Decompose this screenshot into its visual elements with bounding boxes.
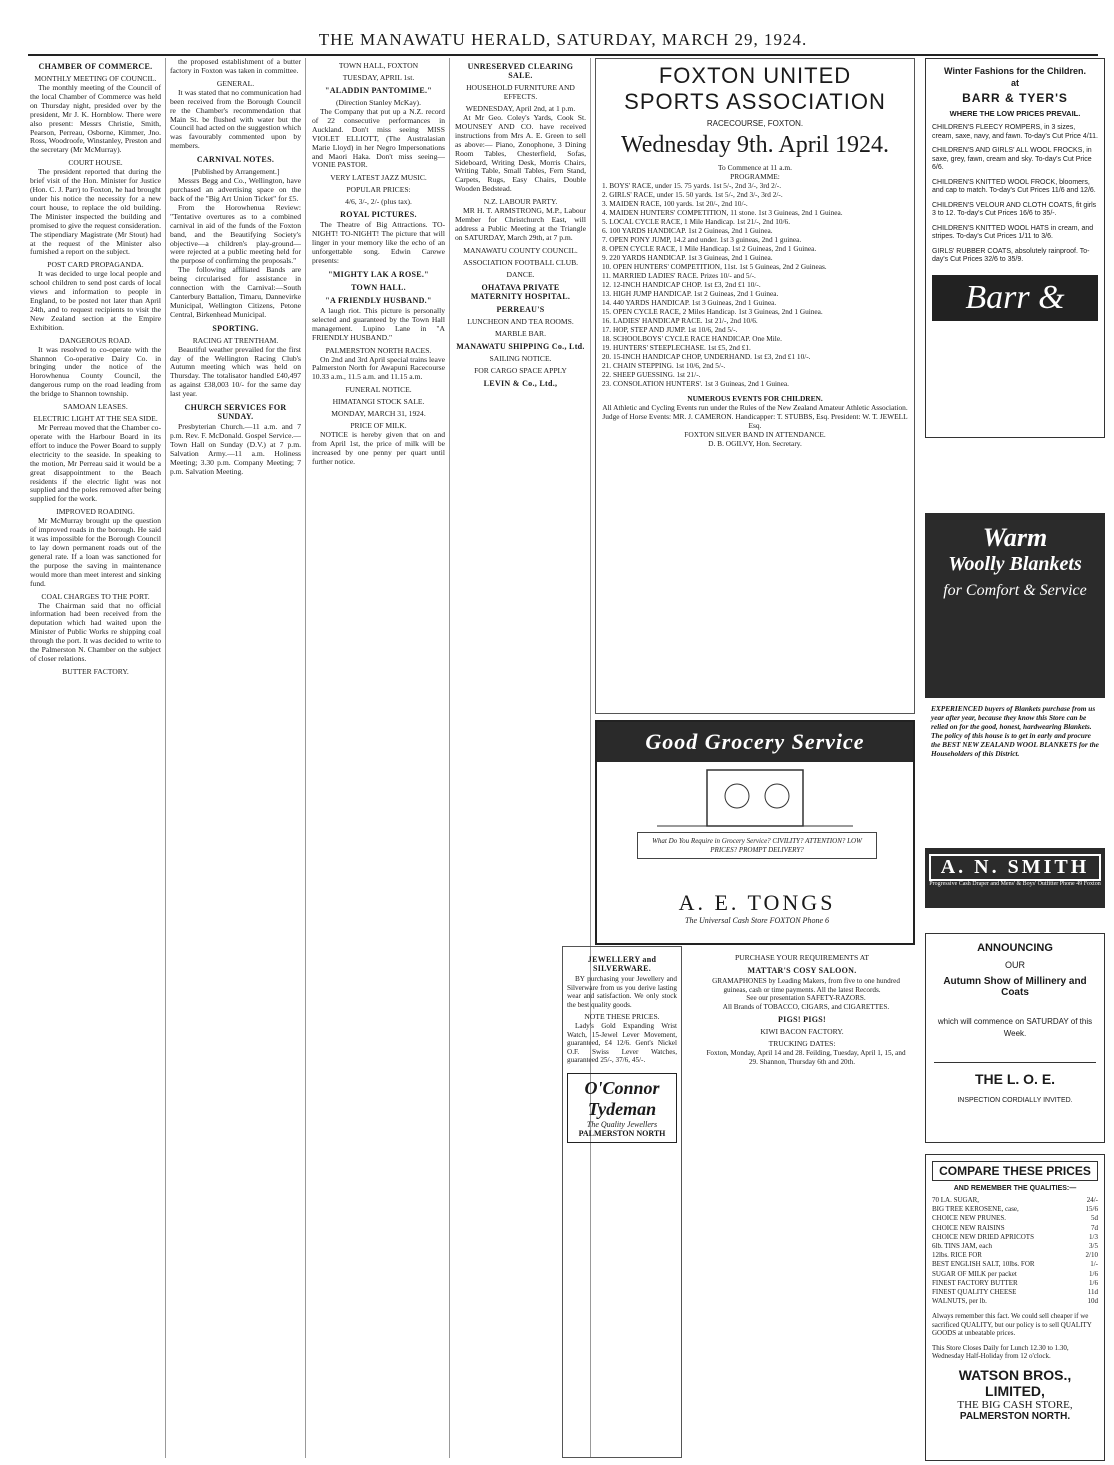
compare-hours: This Store Closes Daily for Lunch 12.30 to 1.30, Wednesday Half-Holiday from 12 o'clock. xyxy=(932,1343,1069,1361)
heading: OHATAVA PRIVATE MATERNITY HOSPITAL. xyxy=(470,282,571,301)
subheading: TUESDAY, APRIL 1st. xyxy=(342,73,415,82)
paragraph: Foxton, Monday, April 14 and 28. Feilding, Tuesday, April 1, 15, and 29. Shannon, Thursday 6th and 20th. xyxy=(706,1049,906,1066)
price-item: WALNUTS, per lb. xyxy=(932,1297,987,1306)
heading: "ALADDIN PANTOMIME." xyxy=(324,86,433,95)
heading: ROYAL PICTURES. xyxy=(340,210,417,220)
price-row xyxy=(932,1242,1098,1251)
subheading: RACING AT TRENTHAM. xyxy=(192,335,279,345)
announce-a: ANNOUNCING xyxy=(977,942,1053,954)
heading: MATTAR'S COSY SALOON. xyxy=(747,966,857,975)
subheading: 4/6, 3/-, 2/- (plus tax). xyxy=(345,197,412,207)
price-row xyxy=(932,1233,1098,1242)
event-item: 18. SCHOOLBOYS' CYCLE RACE HANDICAP. One Mile. xyxy=(602,334,782,343)
price-list xyxy=(932,1196,1098,1306)
mattar-ad xyxy=(688,946,916,1458)
price-value: 1/6 xyxy=(1089,1278,1098,1287)
heading: MANAWATU SHIPPING Co., Ltd. xyxy=(456,341,585,351)
blankets-a: Warm xyxy=(982,523,1048,552)
price-row xyxy=(932,1214,1098,1223)
winter-where: WHERE THE LOW PRICES PREVAIL. xyxy=(949,109,1081,118)
announce-ad xyxy=(925,933,1105,1143)
event-item: 8. OPEN CYCLE RACE, 1 Mile Handicap. 1st 2 Guineas, 2nd 1 Guinea. xyxy=(602,244,817,253)
event-item: 6. 100 YARDS HANDICAP. 1st 2 Guineas, 2nd 1 Guinea. xyxy=(602,226,773,235)
subheading: SAILING NOTICE. xyxy=(489,353,552,363)
subheading: IMPROVED ROADING. xyxy=(56,507,135,517)
jewellery-ad xyxy=(562,946,682,1458)
subheading: PURCHASE YOUR REQUIREMENTS AT xyxy=(734,953,870,962)
smith-sub: Progressive Cash Draper and Mens' & Boys' Outfitter Phone 49 Foxton xyxy=(929,881,1101,887)
heading: PERREAU'S xyxy=(496,304,545,314)
blankets-c: for Comfort & Service xyxy=(943,582,1087,599)
price-item: CHOICE NEW DRIED APRICOTS xyxy=(932,1232,1034,1241)
event-list xyxy=(602,181,908,388)
price-value: 1/6 xyxy=(1089,1269,1098,1278)
event-item: 13. HIGH JUMP HANDICAP. 1st 2 Guineas, 2nd 1 Guinea. xyxy=(602,289,779,298)
subheading: PRICE OF MILK. xyxy=(350,421,407,431)
paragraph: All Brands of TOBACCO, CIGARS, and CIGARETTES. xyxy=(722,1002,890,1011)
subheading: HIMATANGI STOCK SALE. xyxy=(332,397,425,407)
paragraph: The Company that put up a N.Z. record of 22 consecutive performances in Auckland. Don't miss seeing MISS VIOLET ELLIOTT, (The Australasian Marie Lloyd) in her Negro Impersonations and Maori Haka. Don't miss seeing— VONIE PASTOR. xyxy=(312,107,445,170)
compare-note: Always remember this fact. We could sell cheaper if we sacrificed QUALITY, but our policy is to sell QUALITY GOODS at unbeatable prices. xyxy=(932,1312,1092,1338)
price-value: 24/- xyxy=(1086,1196,1098,1204)
subheading: MARBLE BAR. xyxy=(494,328,547,338)
watson-name: WATSON BROS., LIMITED, xyxy=(958,1366,1072,1399)
subheading: MONDAY, MARCH 31, 1924. xyxy=(331,409,426,419)
sports-children: NUMEROUS EVENTS FOR CHILDREN. xyxy=(687,394,823,403)
sports-note: All Athletic and Cycling Events run under the Rules of the New Zealand Amateur Athletic Association. xyxy=(602,403,908,412)
paragraph: Lady's Gold Expanding Wrist Watch, 15-Jewel Lever Movement, guaranteed, £4 12/6. Gent's Nickel O.F. Swiss Lever Watches, guaranteed 25/-, 37/6, 45/-. xyxy=(567,1022,677,1064)
heading: SPORTING. xyxy=(212,323,259,333)
paragraph: From the Horowhenua Review: "Tentative overtures as to a combined carnival in aid of the funds of the Foxton band, and the Beautifying Society's objective—a children's play-ground—were rejected at a public meeting held for the purpose of confirming the proposals." xyxy=(170,202,301,266)
sports-programme: PROGRAMME: xyxy=(730,172,780,181)
winter-item: CHILDREN'S KNITTED WOOL FROCK, bloomers, and cap to match. To-day's Cut Prices 11/6 and 12/6. xyxy=(932,178,1096,194)
winter-item: CHILDREN'S AND GIRLS' ALL WOOL FROCKS, in saxe, grey, fawn, cream and sky. To-day's Cut Price 6/6. xyxy=(932,147,1092,171)
sports-band: FOXTON SILVER BAND IN ATTENDANCE. xyxy=(684,430,826,439)
subheading: ASSOCIATION FOOTBALL CLUB. xyxy=(462,257,579,267)
event-item: 4. MAIDEN HUNTERS' COMPETITION, 11 stone. 1st 3 Guineas, 2nd 1 Guinea. xyxy=(602,208,843,217)
paragraph: It was decided to urge local people and school children to send post cards of local views and information to people in England, to be posted not later than April 24th, and to request recipients to visit the New Zealand section at the Empire Exhibition. xyxy=(30,269,161,332)
paragraph: The Theatre of Big Attractions. TO-NIGHT! TO-NIGHT! The picture that will linger in your memory like the echo of an unforgettable song. Edwin Carewe presents: xyxy=(312,220,445,265)
sports-secretary: D. B. OGILVY, Hon. Secretary. xyxy=(708,439,802,448)
paragraph: A laugh riot. This picture is personally selected and guaranteed by the Town Hall management. Lupino Lane in "A FRIENDLY HUSBAND." xyxy=(312,305,445,342)
price-item: FINEST QUALITY CHEESE xyxy=(932,1288,1017,1297)
paragraph: Messrs Begg and Co., Wellington, have purchased an advertising space on the back of the "Big Art Union Ticket" for £5. xyxy=(170,176,301,203)
winter-item: GIRLS' RUBBER COATS, absolutely rainproof. To-day's Cut Prices 32/6 to 35/9. xyxy=(932,247,1090,263)
sports-title: FOXTON UNITED xyxy=(658,63,852,88)
watson-sub: THE BIG CASH STORE, xyxy=(957,1398,1073,1411)
event-item: 10. OPEN HUNTERS' COMPETITION, 11st. 1st 5 Guineas, 2nd 2 Guineas. xyxy=(602,262,827,271)
paragraph: BY purchasing your Jewellery and Silverware from us you derive lasting wear and satisfaction. We only stock the best quality goods. xyxy=(567,975,677,1009)
sports-commence: To Commence at 11 a.m. xyxy=(718,163,792,172)
subheading: HOUSEHOLD FURNITURE AND EFFECTS. xyxy=(466,83,575,101)
price-value: 11d xyxy=(1087,1288,1098,1297)
paragraph: On 2nd and 3rd April special trains leave Palmerston North for Awapuni Racecourse 10.33 a.m., 11.5 a.m. and 11.15 a.m. xyxy=(312,354,445,382)
price-row xyxy=(932,1260,1098,1269)
announce-loe: THE L. O. E. xyxy=(934,1062,1096,1087)
jeweller-name: O'Connor Tydeman xyxy=(584,1077,660,1119)
masthead: THE MANAWATU HERALD, SATURDAY, MARCH 29, 1924. xyxy=(28,30,1098,56)
paragraph: It was stated that no communication had been received from the Borough Council re the Chamber's recommendation that Main St. be flushed with water but the Council had acted on the suggestion which was favourably commented upon by members. xyxy=(170,87,301,151)
shop-illustration xyxy=(597,762,913,832)
subheading: COURT HOUSE. xyxy=(68,158,123,168)
price-item: 70 LA. SUGAR, xyxy=(932,1196,980,1204)
price-item: SUGAR OF MILK per packet xyxy=(932,1269,1017,1278)
event-item: 16. LADIES' HANDICAP RACE. 1st 21/-, 2nd 10/6. xyxy=(602,316,758,325)
subheading: COAL CHARGES TO THE PORT. xyxy=(41,591,150,601)
subheading: MANAWATU COUNTY COUNCIL. xyxy=(463,245,578,255)
paragraph: MR H. T. ARMSTRONG, M.P., Labour Member for Christchurch East, will address a Public Meeting at the Triangle on SATURDAY, March 29th, at 7 p.m. xyxy=(455,206,586,242)
event-item: 5. LOCAL CYCLE RACE, 1 Mile Handicap. 1st 21/-, 2nd 10/6. xyxy=(602,217,791,226)
price-row xyxy=(932,1196,1098,1205)
price-row xyxy=(932,1279,1098,1288)
compare-qualities: AND REMEMBER THE QUALITIES:— xyxy=(953,1185,1077,1192)
grocery-name: A. E. TONGS xyxy=(678,890,836,915)
subheading: VERY LATEST JAZZ MUSIC. xyxy=(330,173,427,183)
subheading: LUNCHEON AND TEA ROOMS. xyxy=(467,316,574,326)
price-value: 1/3 xyxy=(1089,1232,1098,1241)
subheading: PALMERSTON NORTH RACES. xyxy=(325,345,432,355)
heading: CARNIVAL NOTES. xyxy=(196,155,275,165)
smith-logo xyxy=(925,848,1105,908)
sports-judge: Judge of Horse Events: MR. J. CAMERON. Handicapper: T. STUBBS, Esq. President: W. T. JEWELL Esq. xyxy=(602,412,908,430)
subheading: SAMOAN LEASES. xyxy=(63,402,128,412)
subheading: ELECTRIC LIGHT AT THE SEA SIDE. xyxy=(33,414,158,424)
sports-association-ad xyxy=(595,58,915,714)
subheading: WEDNESDAY, April 2nd, at 1 p.m. xyxy=(465,104,576,113)
heading: UNRESERVED CLEARING SALE. xyxy=(467,62,574,80)
event-item: 2. GIRLS' RACE, under 15. 50 yards. 1st 5/-, 2nd 3/-, 3rd 2/-. xyxy=(602,190,783,199)
price-item: BIG TREE KEROSENE, case, xyxy=(932,1205,1019,1214)
subheading: FOR CARGO SPACE APPLY xyxy=(474,365,567,375)
paragraph: Mr Perreau moved that the Chamber co-operate with the Harbour Board in its effort to induce the Power Board to supply electricity to the seaside. In speaking to the motion, Mr Perreau said it would be a great disappointment to the Beach residents if the electric light was not supplied and the poles removed after being supplied for the work. xyxy=(30,423,161,504)
heading: CHURCH SERVICES FOR SUNDAY. xyxy=(184,403,287,422)
smith-name: A. N. SMITH xyxy=(929,854,1102,881)
winter-item: CHILDREN'S FLEECY ROMPERS, in 3 sizes, cream, saxe, navy, and fawn. To-day's Cut Price 4/11. xyxy=(932,124,1098,140)
jeweller-sub: The Quality Jewellers xyxy=(586,1119,658,1129)
heading: JEWELLERY and SILVERWARE. xyxy=(587,955,657,973)
price-item: CHOICE NEW RAISINS xyxy=(932,1223,1005,1232)
subheading: NOTE THESE PRICES. xyxy=(584,1012,660,1021)
heading: TOWN HALL. xyxy=(351,282,406,292)
paragraph: The president reported that during the brief visit of the Hon. Minister for Justice (Hon. C. J. Parr) to Foxton, he had brought under his notice the necessity for a new court house, to replace the old building. The Minister inspected the building and promised to give the request consideration. The stipendiary Magistrate (Mr Stout) had at the request of the Minister also furnished a report on the subject. xyxy=(30,167,161,257)
jeweller-location: PALMERSTON NORTH xyxy=(578,1128,666,1138)
event-item: 17. HOP, STEP AND JUMP. 1st 10/6, 2nd 5/-. xyxy=(602,325,738,334)
subheading: MONTHLY MEETING OF COUNCIL. xyxy=(34,74,157,83)
paragraph: At Mr Geo. Coley's Yards, Cook St. MOUNSEY AND CO. have received instructions from Mrs A. E. Green to sell as above:— Piano, Zonophone, 3 Dining Room Tables, Chesterfield, Sofas, Sideboard, Writing Desk, Morris Chairs, Writing Table, Small Tables, Fern Stand, Carpets, Rugs, Easy Chairs, Double Wooden Bedstead. xyxy=(455,113,586,194)
sports-title: SPORTS ASSOCIATION xyxy=(624,89,886,114)
grocery-header: Good Grocery Service xyxy=(597,722,913,762)
event-item: 14. 440 YARDS HANDICAP. 1st 3 Guineas, 2nd 1 Guinea. xyxy=(602,298,777,307)
subheading: BUTTER FACTORY. xyxy=(62,666,129,676)
price-value: 5d xyxy=(1091,1214,1098,1223)
subheading: POST CARD PROPAGANDA. xyxy=(47,260,144,270)
price-item: 12lbs. RICE FOR xyxy=(932,1251,982,1260)
watson-location: PALMERSTON NORTH. xyxy=(959,1410,1071,1422)
price-item: BEST ENGLISH SALT, 10lbs. FOR xyxy=(932,1260,1035,1269)
event-item: 19. HUNTERS' STEEPLECHASE. 1st £5, 2nd £1. xyxy=(602,343,751,352)
announce-o: OUR xyxy=(1005,960,1025,970)
price-row xyxy=(932,1270,1098,1279)
winter-item: CHILDREN'S KNITTED WOOL HATS in cream, and stripes. To-day's Cut Prices 1/11 to 3/6. xyxy=(932,224,1094,240)
price-value: 1/- xyxy=(1090,1260,1098,1269)
paragraph: It was resolved to co-operate with the Shannon Co-operative Dairy Co. in bringing under the notice of the Horowhenua County Council, the dangerous rump on the road leading from the bridge to Shannon township. xyxy=(30,344,161,399)
paragraph: Mr McMurray brought up the question of improved roads in the borough. He said it was impossible for the Borough Council to lay down permanent roads out of the general rate. If a loan was sanctioned for the purpose the saving in maintenance would more than meet interest and sinking fund. xyxy=(30,516,161,588)
subheading: KIWI BACON FACTORY. xyxy=(760,1027,844,1036)
grocery-ad xyxy=(595,720,915,945)
heading: LEVIN & Co., Ltd., xyxy=(483,378,558,388)
winter-item: CHILDREN'S VELOUR AND CLOTH COATS, fit girls 3 to 12. To-day's Cut Prices 16/6 to 35/-. xyxy=(932,201,1097,217)
paragraph: See our presentation SAFETY-RAZORS. xyxy=(746,994,866,1002)
subheading: [Published by Arrangement.] xyxy=(191,167,280,177)
price-item: CHOICE NEW PRUNES. xyxy=(932,1214,1006,1223)
event-item: 23. CONSOLATION HUNTERS'. 1st 3 Guineas, 2nd 1 Guinea. xyxy=(602,379,789,388)
paragraph: NOTICE is hereby given that on and from April 1st, the price of milk will be increased by one penny per quart until further notice. xyxy=(312,430,445,466)
paragraph: GRAMAPHONES by Leading Makers, from five to one hundred guineas, cash or time payments. All the latest Records. xyxy=(712,977,900,994)
blankets-banner xyxy=(925,513,1105,698)
column-entertainment xyxy=(312,58,450,1458)
blankets-b: Woolly Blankets xyxy=(948,553,1082,575)
price-value: 15/6 xyxy=(1085,1205,1098,1214)
barr-tyer-logo: Barr & Tyer xyxy=(932,275,1098,321)
subheading: DANGEROUS ROAD. xyxy=(59,335,132,345)
heading: "A FRIENDLY HUSBAND." xyxy=(325,295,432,305)
paragraph: Beautiful weather prevailed for the first day of the Wellington Racing Club's Autumn meeting which was held on Thursday. The totalisator handled £40,497 as against £38,003 10/- for the same day last year. xyxy=(170,344,301,399)
subheading: GENERAL. xyxy=(216,78,255,88)
price-row xyxy=(932,1205,1098,1214)
event-item: 15. OPEN CYCLE RACE, 2 Miles Handicap. 1st 3 Guineas, 2nd 1 Guinea. xyxy=(602,307,823,316)
price-row xyxy=(932,1297,1098,1306)
paragraph: the proposed establishment of a butter factory in Foxton was taken in committee. xyxy=(170,58,301,75)
subheading: TRUCKING DATES: xyxy=(768,1039,836,1048)
event-item: 7. OPEN PONY JUMP, 14.2 and under. 1st 3 guineas, 2nd 1 guinea. xyxy=(602,235,802,244)
announce-s: Autumn Show of Millinery and Coats xyxy=(943,976,1087,998)
winter-brand: BARR & TYER'S xyxy=(962,91,1068,105)
right-column xyxy=(925,58,1105,1422)
grocery-box: What Do You Require in Grocery Service? CIVILITY? ATTENTION? LOW PRICES? PROMPT DELIVERY? xyxy=(637,832,877,859)
winter-fashions-ad xyxy=(925,58,1105,438)
event-item: 1. BOYS' RACE, under 15. 75 yards. 1st 5/-, 2nd 3/-, 3rd 2/-. xyxy=(602,181,782,190)
subheading: (Direction Stanley McKay). xyxy=(336,98,421,107)
sports-date: Wednesday 9th. April 1924. xyxy=(620,132,890,158)
subheading: TOWN HALL, FOXTON xyxy=(338,61,419,70)
paragraph: The following affiliated Bands are being circularised for assistance in connection with the Carnival:—South Canterbury Battalion, Timaru, Dannevirke Municipal, Wellington Citizens, Petone Central, Birkenhead Municipal. xyxy=(170,265,301,319)
price-item: FINEST FACTORY BUTTER xyxy=(932,1278,1018,1287)
paragraph: The monthly meeting of the Council of the local Chamber of Commerce was held on Thursday night, presided over by the president, Mr J. K. Hornblow. There were also present: Messrs Christie, Smith, Pearson, Perreau, Osborne, Kimmer, Jno. Ross, Woodroofe, Winstanley, Preston and the secretary (Mr McMurray). xyxy=(30,83,161,155)
sports-venue: RACECOURSE, FOXTON. xyxy=(706,119,804,128)
jeweller-logo xyxy=(567,1073,677,1143)
subheading: DANCE. xyxy=(506,269,535,279)
price-row xyxy=(932,1224,1098,1233)
event-item: 3. MAIDEN RACE, 100 yards. 1st 20/-, 2nd 10/-. xyxy=(602,199,748,208)
price-value: 2/10 xyxy=(1085,1251,1098,1260)
grocery-sub: The Universal Cash Store FOXTON Phone 6 xyxy=(685,916,829,925)
heading: CHAMBER OF COMMERCE. xyxy=(38,62,153,71)
winter-at: at xyxy=(1010,78,1019,88)
compare-prices-ad xyxy=(925,1154,1105,1461)
winter-heading: Winter Fashions for the Children. xyxy=(944,66,1086,76)
heading: PIGS! PIGS! xyxy=(778,1015,826,1024)
paragraph: The Chairman said that no official information had been received from the deputation which had waited upon the Minister of Public Works re shipping coal through the port. It was decided to write to the Palmerston N. Chamber on the subject of closer relations. xyxy=(30,600,161,663)
price-value: 7d xyxy=(1091,1223,1098,1232)
column-chamber xyxy=(30,58,166,1458)
price-item: 6lb. TINS JAM, each xyxy=(932,1242,992,1251)
subheading: POPULAR PRICES: xyxy=(346,185,411,195)
column-carnival xyxy=(170,58,306,1458)
event-item: 20. 15-INCH HANDICAP CHOP, UNDERHAND. 1st £3, 2nd £1 10/-. xyxy=(602,352,811,361)
announce-w: which will commence on SATURDAY of this Week. xyxy=(937,1017,1093,1038)
price-row xyxy=(932,1251,1098,1260)
event-item: 9. 220 YARDS HANDICAP. 1st 3 Guineas, 2nd 1 Guinea. xyxy=(602,253,773,262)
price-value: 10d xyxy=(1087,1297,1098,1306)
subheading: N.Z. LABOUR PARTY. xyxy=(483,197,558,207)
compare-heading: COMPARE THESE PRICES xyxy=(932,1161,1098,1181)
event-item: 22. SHEEP GUESSING. 1st 21/-. xyxy=(602,370,701,379)
event-item: 11. MARRIED LADIES' RACE. Prizes 10/- and 5/-. xyxy=(602,271,756,280)
price-value: 3/5 xyxy=(1089,1242,1098,1251)
heading: "MIGHTY LAK A ROSE." xyxy=(328,269,429,279)
subheading: FUNERAL NOTICE. xyxy=(345,385,412,395)
price-row xyxy=(932,1288,1098,1297)
paragraph: Presbyterian Church.—11 a.m. and 7 p.m. Rev. F. McDonald. Gospel Service.—Town Hall on Sunday (D.V.) at 7 p.m. Salvation Army.—11 a.m. Holiness Meeting; 3.30 p.m. Company Meeting; 7 p.m. Salvation Meeting. xyxy=(170,422,301,476)
announce-i: INSPECTION CORDIALLY INVITED. xyxy=(957,1097,1073,1104)
event-item: 21. CHAIN STEPPING. 1st 10/6, 2nd 5/-. xyxy=(602,361,726,370)
blankets-text: EXPERIENCED buyers of Blankets purchase from us year after year, because they know this Store can be relied on for the good, honest, hardwearing Blankets. The policy of this house is to get in early and procure the BEST NEW ZEALAND WOOL BLANKETS for the Householders of this District. xyxy=(931,704,1099,758)
event-item: 12. 12-INCH HANDICAP CHOP. 1st £3, 2nd £1 10/-. xyxy=(602,280,761,289)
